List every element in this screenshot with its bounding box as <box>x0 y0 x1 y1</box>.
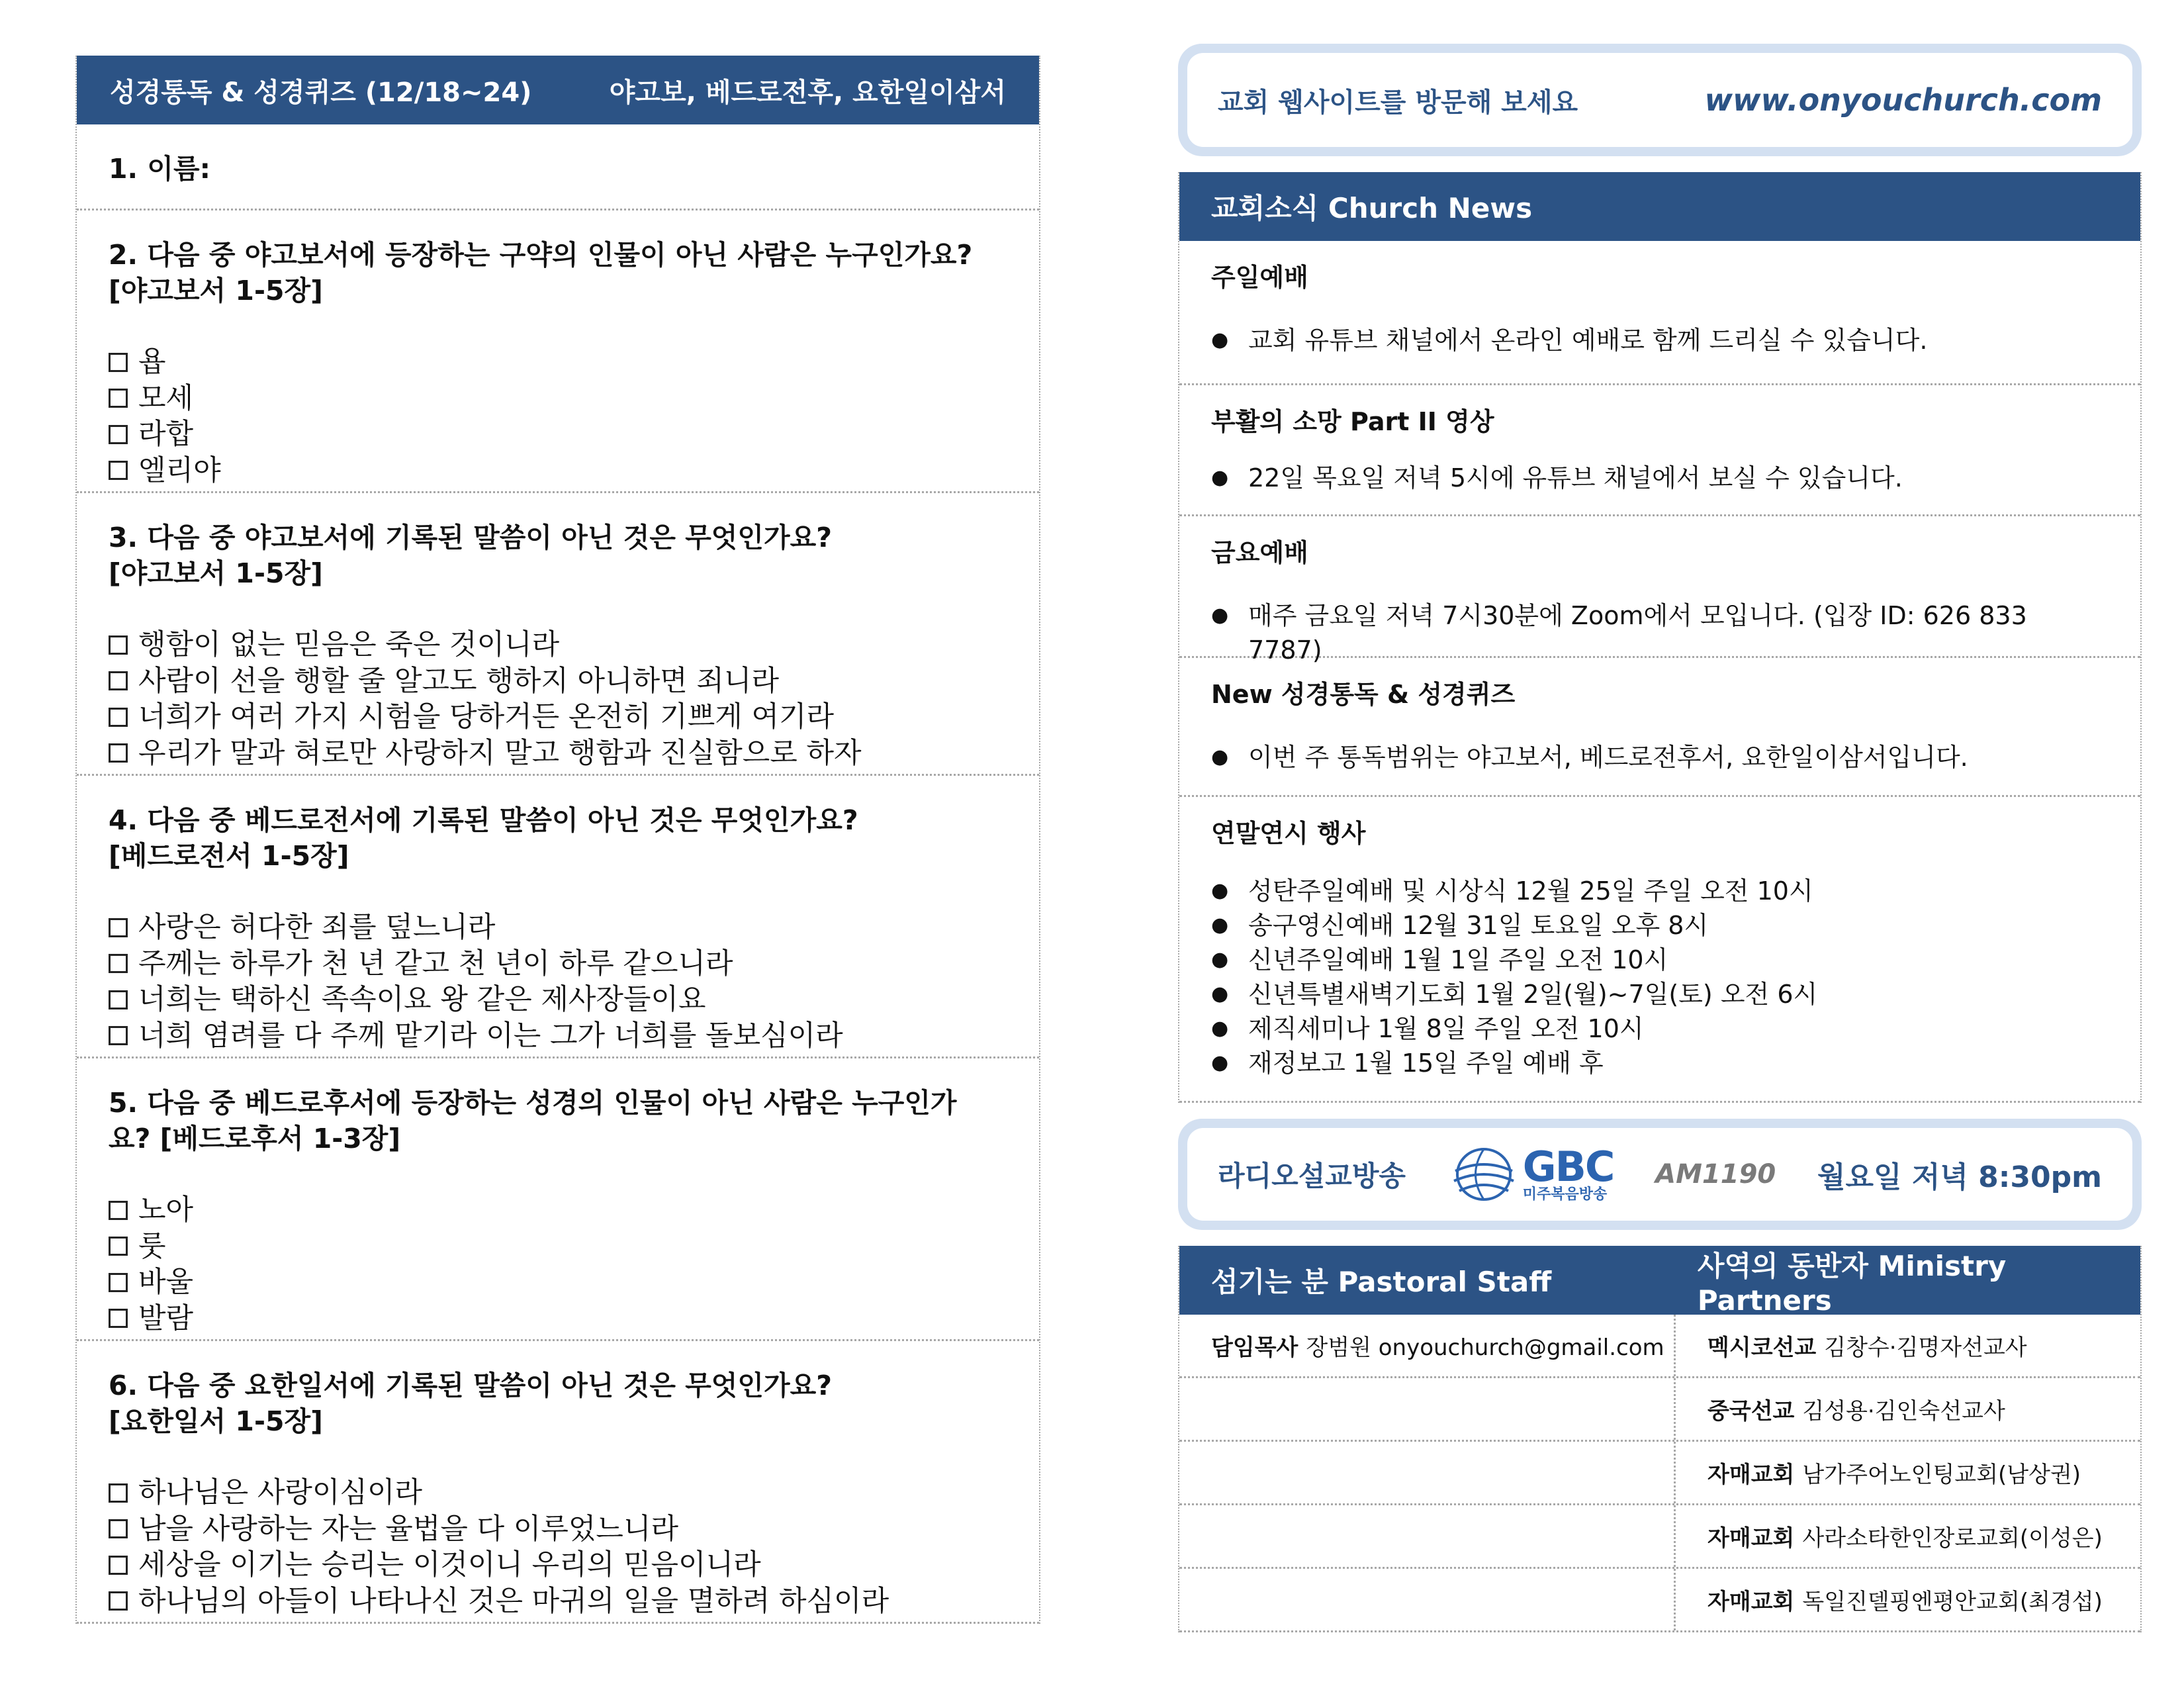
checkbox-icon[interactable] <box>109 990 128 1009</box>
option-label: 남을 사랑하는 자는 율법을 다 이루었느니라 <box>138 1512 679 1546</box>
bullet-icon: ● <box>1211 948 1229 971</box>
question-title: 5. 다음 중 베드로후서에 등장하는 성경의 인물이 아닌 사람은 누구인가 <box>109 1087 957 1119</box>
bullet-icon: ● <box>1211 745 1229 769</box>
option[interactable] <box>109 381 1007 417</box>
checkbox-icon[interactable] <box>109 635 128 655</box>
news-section <box>1179 385 2140 516</box>
list-item <box>1211 908 2109 943</box>
news-section <box>1179 241 2140 385</box>
option-label: 욥 <box>138 346 166 379</box>
news-section <box>1179 516 2140 665</box>
checkbox-icon[interactable] <box>109 1556 128 1575</box>
partner-name: 남가주어노인팅교회(남상권) <box>1802 1462 2081 1488</box>
option[interactable] <box>109 344 1007 381</box>
checkbox-icon[interactable] <box>109 1026 128 1045</box>
list-item <box>1211 874 2109 908</box>
website-label: 교회 웹사이트를 방문해 보세요 <box>1218 87 1578 118</box>
question-2 <box>77 211 1039 493</box>
news-section-title: 연말연시 행사 <box>1211 819 1366 848</box>
gbc-logo <box>1447 1145 1614 1204</box>
bullet-icon: ● <box>1211 1017 1229 1040</box>
question-title: 6. 다음 중 요한일서에 기록된 말씀이 아닌 것은 무엇인가요? <box>109 1370 833 1401</box>
news-section <box>1179 658 2140 797</box>
question-ref: [야고보서 1-5장] <box>109 557 323 589</box>
question-ref: [베드로전서 1-5장] <box>109 840 349 872</box>
bullet-icon: ● <box>1211 466 1229 489</box>
role-label: 자매교회 <box>1707 1589 1795 1615</box>
staff-table <box>1178 1246 2142 1632</box>
option[interactable] <box>109 627 1007 663</box>
list-item-text: 이번 주 통독범위는 야고보서, 베드로전후서, 요한일이삼서입니다. <box>1248 743 1968 772</box>
checkbox-icon[interactable] <box>109 1309 128 1328</box>
question-ref: [야고보서 1-5장] <box>109 275 323 306</box>
news-section-title: New 성경통독 & 성경퀴즈 <box>1211 680 1516 709</box>
news-section-title: 금요예배 <box>1211 538 1308 567</box>
option-label: 너희가 여러 가지 시험을 당하거든 온전히 기쁘게 여기라 <box>138 700 835 733</box>
option[interactable] <box>109 1229 1007 1265</box>
question-title: 3. 다음 중 야고보서에 기록된 말씀이 아닌 것은 무엇인가요? <box>109 522 833 553</box>
list-item-text: 송구영신예배 12월 31일 토요일 오후 8시 <box>1248 911 1709 940</box>
option-label: 세상을 이기는 승리는 이것이니 우리의 믿음이니라 <box>138 1548 761 1581</box>
news-header: 교회소식 Church News <box>1179 172 2140 241</box>
list-item-text: 교회 유튜브 채널에서 온라인 예배로 함께 드리실 수 있습니다. <box>1248 326 1928 355</box>
option[interactable] <box>109 1511 1007 1548</box>
role-label: 중국선교 <box>1707 1398 1795 1425</box>
name-label: 1. 이름: <box>109 153 210 185</box>
list-item-text: 신년특별새벽기도회 1월 2일(월)~7일(토) 오전 6시 <box>1248 980 1818 1009</box>
radio-label: 라디오설교방송 <box>1218 1160 1406 1192</box>
table-row <box>1179 1378 2140 1442</box>
role-label: 담임목사 <box>1211 1335 1298 1361</box>
list-item <box>1211 461 2109 495</box>
option[interactable] <box>109 663 1007 700</box>
table-row <box>1179 1442 2140 1505</box>
bullet-icon: ● <box>1211 328 1229 352</box>
checkbox-icon[interactable] <box>109 708 128 727</box>
checkbox-icon[interactable] <box>109 1273 128 1292</box>
checkbox-icon[interactable] <box>109 743 128 763</box>
list-item-text: 제직세미나 1월 8일 주일 오전 10시 <box>1248 1014 1644 1043</box>
partner-name: 사라소타한인장로교회(이성은) <box>1802 1525 2103 1552</box>
bullet-icon: ● <box>1211 1051 1229 1074</box>
gbc-globe-icon <box>1447 1145 1520 1204</box>
option[interactable] <box>109 946 1007 982</box>
option[interactable] <box>109 416 1007 453</box>
list-item-text: 재정보고 1월 15일 주일 예배 후 <box>1248 1049 1604 1078</box>
question-title: 2. 다음 중 야고보서에 등장하는 구약의 인물이 아닌 사람은 누구인가요? <box>109 239 973 271</box>
option-label: 룻 <box>138 1229 166 1263</box>
option-label: 행함이 없는 믿음은 죽은 것이니라 <box>138 628 560 661</box>
gbc-logo-text: GBC <box>1522 1143 1614 1191</box>
quiz-header <box>77 56 1039 124</box>
name-field-section <box>77 124 1039 211</box>
option-label: 사랑은 허다한 죄를 덮느니라 <box>138 911 496 944</box>
option[interactable] <box>109 1192 1007 1229</box>
option[interactable] <box>109 1264 1007 1301</box>
partner-name: 김성용·김인숙선교사 <box>1802 1398 2005 1425</box>
option[interactable] <box>109 453 1007 489</box>
news-section-title: 주일예배 <box>1211 263 1308 292</box>
checkbox-icon[interactable] <box>109 954 128 973</box>
option-label: 엘리야 <box>138 453 221 487</box>
question-ref: [요한일서 1-5장] <box>109 1405 323 1437</box>
quiz-title: 성경통독 & 성경퀴즈 (12/18~24) <box>110 77 532 108</box>
list-item <box>1211 943 2109 977</box>
checkbox-icon[interactable] <box>109 918 128 937</box>
question-title: 4. 다음 중 베드로전서에 기록된 말씀이 아닌 것은 무엇인가요? <box>109 804 858 836</box>
option-label: 사람이 선을 행할 줄 알고도 행하지 아니하면 죄니라 <box>138 664 779 698</box>
table-row <box>1179 1569 2140 1632</box>
checkbox-icon[interactable] <box>109 1483 128 1503</box>
role-label: 자매교회 <box>1707 1462 1795 1488</box>
bullet-icon: ● <box>1211 879 1229 902</box>
option[interactable] <box>109 1475 1007 1511</box>
option-label: 주께는 하루가 천 년 같고 천 년이 하루 같으니라 <box>138 947 733 980</box>
option-label: 바울 <box>138 1266 194 1299</box>
radio-time: 월요일 저녁 8:30pm <box>1817 1160 2102 1194</box>
list-item <box>1211 740 2109 774</box>
bullet-icon: ● <box>1211 914 1229 937</box>
website-link[interactable]: www.onyouchurch.com <box>1704 82 2102 118</box>
question-6 <box>77 1341 1039 1624</box>
bible-quiz-panel <box>75 56 1040 1624</box>
quiz-range: 야고보, 베드로전후, 요한일이삼서 <box>609 77 1006 108</box>
bullet-icon: ● <box>1211 982 1229 1006</box>
pastoral-staff-header: 섬기는 분 Pastoral Staff <box>1211 1266 1552 1298</box>
option-label: 너희 염려를 다 주께 맡기라 이는 그가 너희를 돌보심이라 <box>138 1019 843 1053</box>
table-row <box>1179 1315 2140 1378</box>
list-item-text: 22일 목요일 저녁 5시에 유튜브 채널에서 보실 수 있습니다. <box>1248 463 1903 492</box>
partner-name: 김창수·김명자선교사 <box>1824 1335 2027 1361</box>
role-label: 멕시코선교 <box>1707 1335 1817 1361</box>
partner-name: 독일진델핑엔평안교회(최경섭) <box>1802 1589 2103 1615</box>
question-ref: 요? [베드로후서 1-3장] <box>109 1123 401 1154</box>
list-item <box>1211 598 2109 667</box>
radio-broadcast-banner <box>1178 1119 2142 1230</box>
option[interactable] <box>109 1301 1007 1337</box>
checkbox-icon[interactable] <box>109 671 128 690</box>
news-section <box>1179 797 2140 1103</box>
list-item <box>1211 977 2109 1011</box>
option-label: 모세 <box>138 381 194 415</box>
option[interactable] <box>109 1547 1007 1583</box>
list-item-text: 매주 금요일 저녁 7시30분에 Zoom에서 모입니다. (입장 ID: 626 833 7787) <box>1248 601 2027 665</box>
list-item <box>1211 1046 2109 1080</box>
option[interactable] <box>109 982 1007 1018</box>
checkbox-icon[interactable] <box>109 1201 128 1220</box>
option-label: 라합 <box>138 418 194 451</box>
option-label: 발람 <box>138 1301 194 1335</box>
checkbox-icon[interactable] <box>109 1591 128 1611</box>
option[interactable] <box>109 910 1007 946</box>
pastor-contact: 장범원 onyouchurch@gmail.com <box>1306 1335 1664 1361</box>
list-item-text: 성탄주일예배 및 시상식 12월 25일 주일 오전 10시 <box>1248 876 1813 906</box>
checkbox-icon[interactable] <box>109 1237 128 1256</box>
option[interactable] <box>109 699 1007 735</box>
checkbox-icon[interactable] <box>109 1519 128 1538</box>
option[interactable] <box>109 735 1007 772</box>
news-section-title: 부활의 소망 Part II 영상 <box>1211 407 1494 436</box>
church-news-panel <box>1178 172 2142 1103</box>
bullet-icon: ● <box>1211 604 1229 627</box>
list-item <box>1211 1011 2109 1046</box>
checkbox-icon[interactable] <box>109 353 128 372</box>
table-row <box>1179 1505 2140 1569</box>
list-item-text: 신년주일예배 1월 1일 주일 오전 10시 <box>1248 945 1668 974</box>
radio-station: AM1190 <box>1655 1159 1776 1190</box>
question-5 <box>77 1058 1039 1341</box>
question-3 <box>77 493 1039 776</box>
option[interactable] <box>109 1583 1007 1620</box>
ministry-partners-header: 사역의 동반자 Ministry Partners <box>1697 1249 2007 1317</box>
option-label: 하나님은 사랑이심이라 <box>138 1476 423 1509</box>
gbc-logo-subtitle: 미주복음방송 <box>1522 1186 1608 1203</box>
option[interactable] <box>109 1018 1007 1055</box>
checkbox-icon[interactable] <box>109 425 128 444</box>
list-item <box>1211 323 2109 357</box>
question-4 <box>77 776 1039 1058</box>
checkbox-icon[interactable] <box>109 461 128 480</box>
option-label: 너희는 택하신 족속이요 왕 같은 제사장들이요 <box>138 983 706 1016</box>
option-label: 하나님의 아들이 나타나신 것은 마귀의 일을 멸하려 하심이라 <box>138 1584 889 1618</box>
checkbox-icon[interactable] <box>109 389 128 408</box>
website-banner <box>1178 44 2142 156</box>
option-label: 우리가 말과 혀로만 사랑하지 말고 행함과 진실함으로 하자 <box>138 736 862 770</box>
option-label: 노아 <box>138 1194 194 1227</box>
role-label: 자매교회 <box>1707 1525 1795 1552</box>
